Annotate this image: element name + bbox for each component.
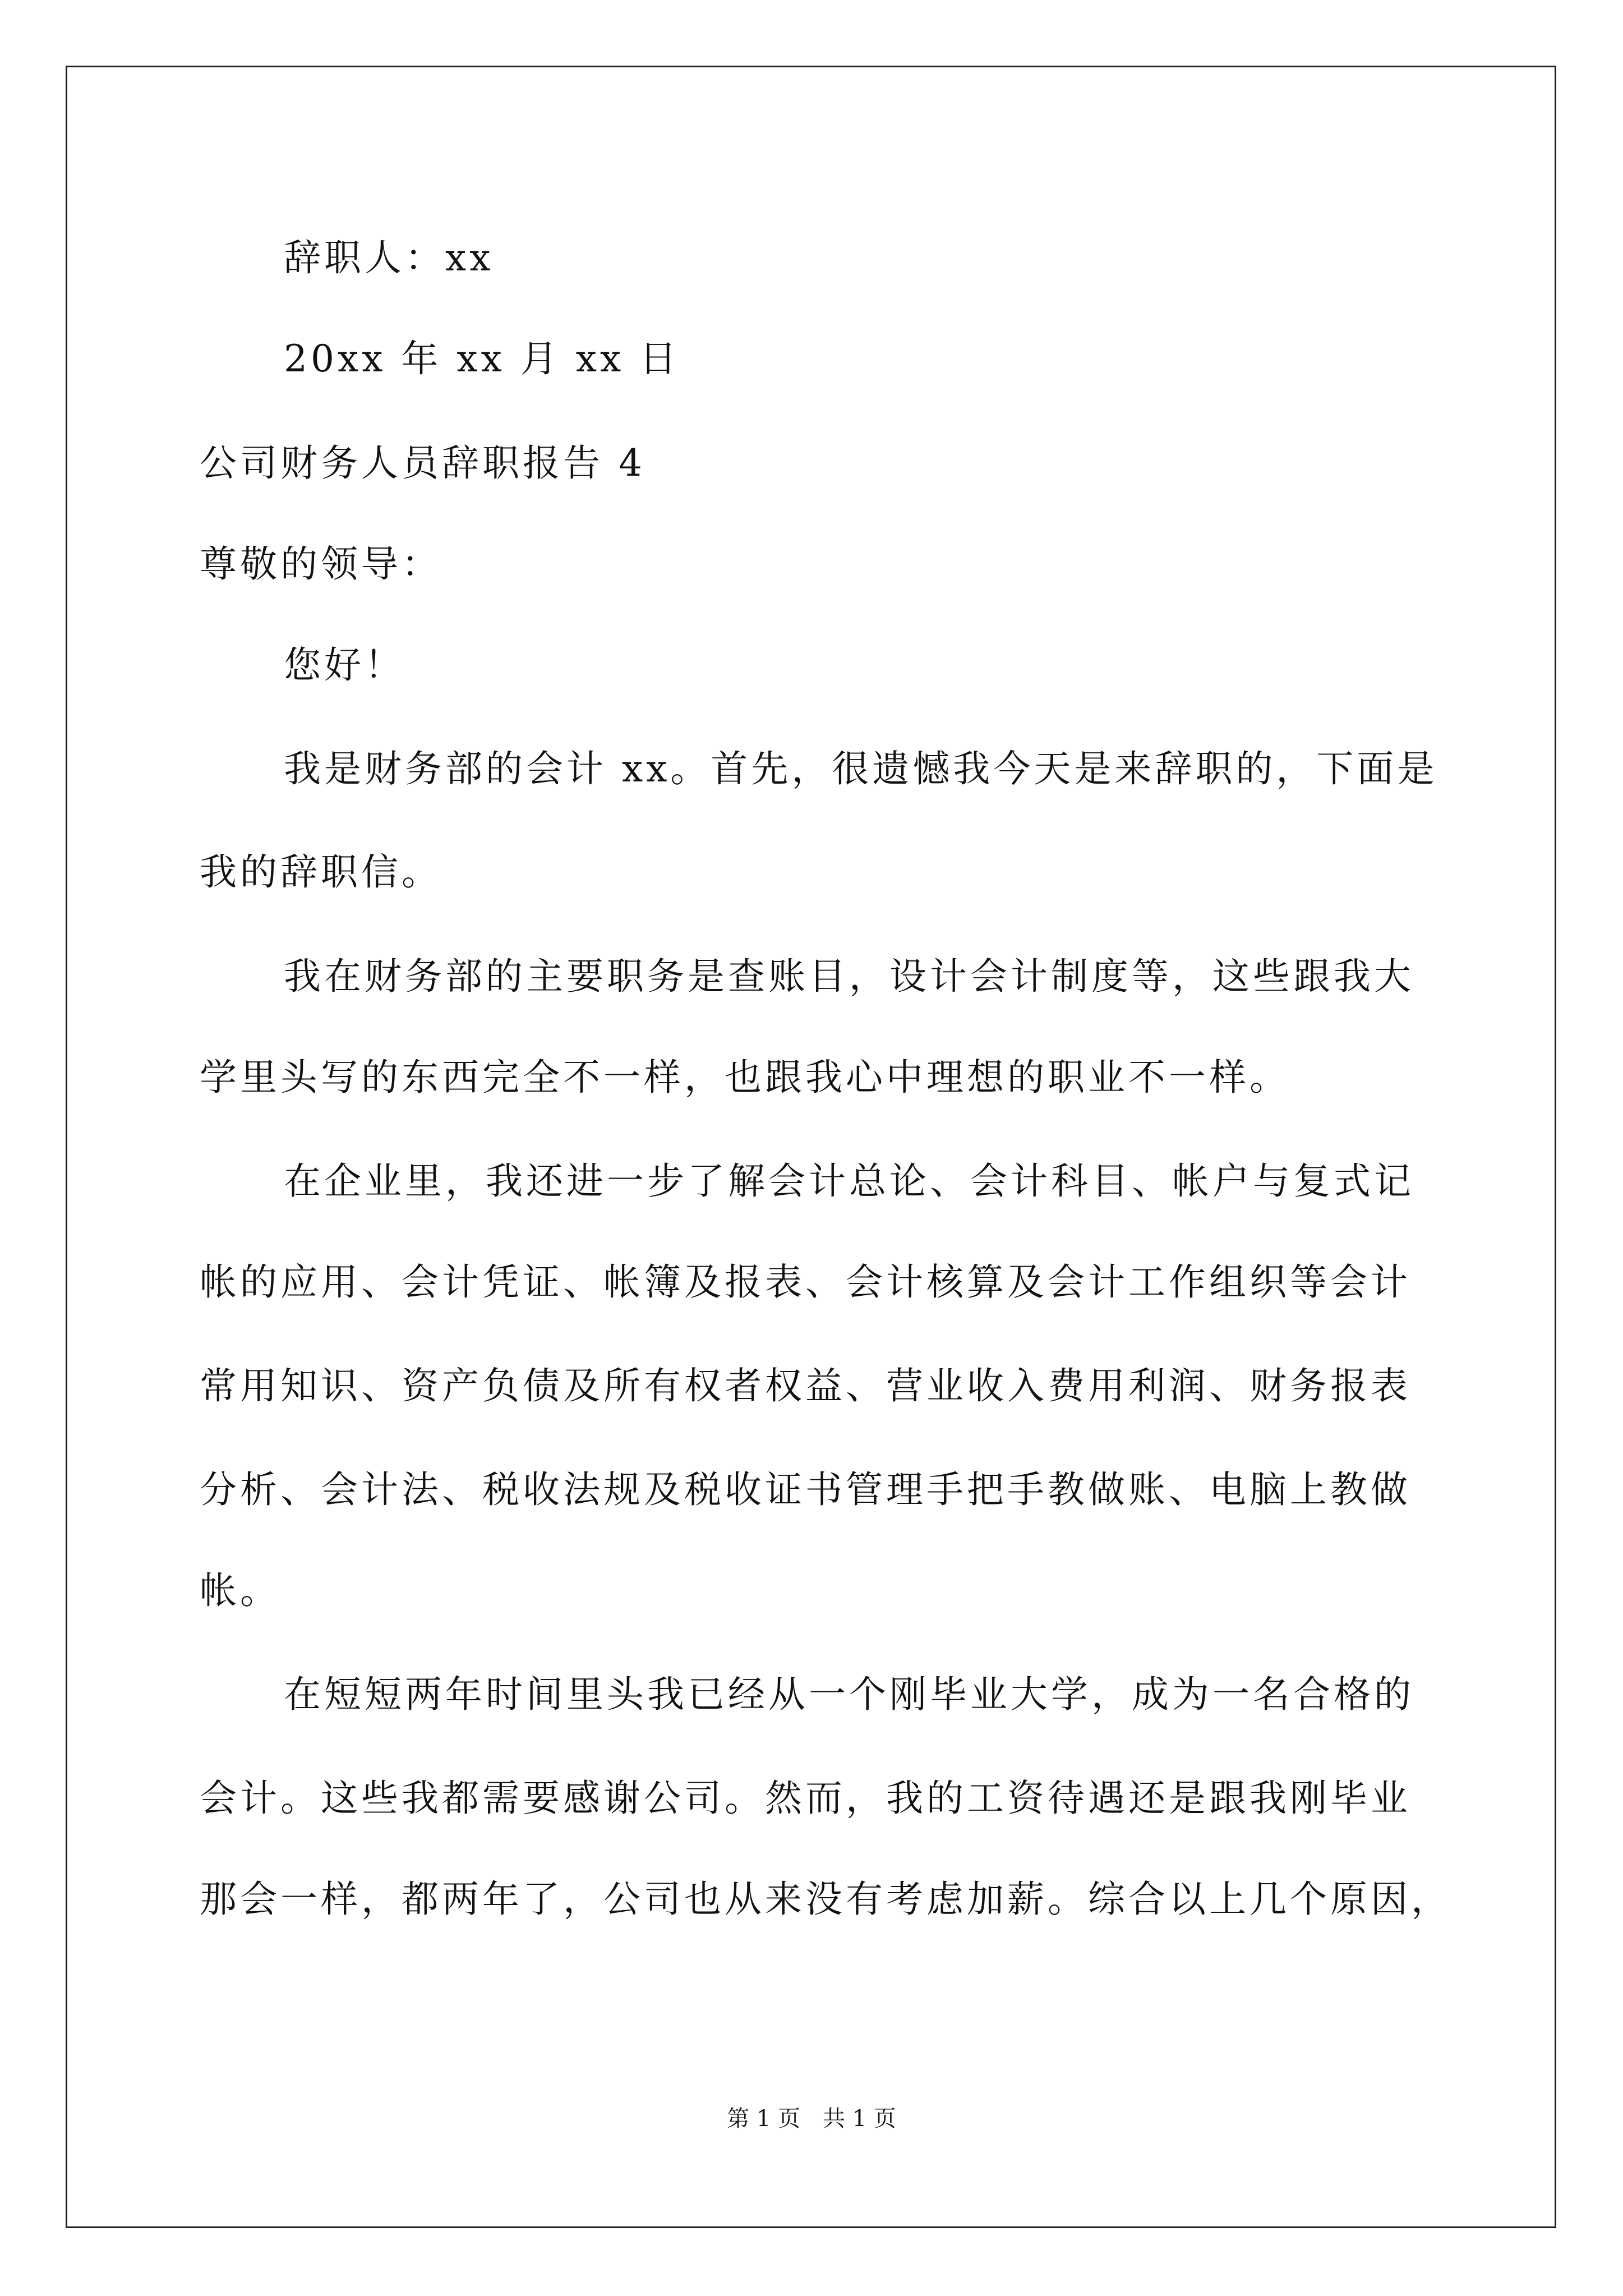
salutation: 尊敬的领导： [200, 542, 442, 586]
paragraph-line: 我在财务部的主要职务是查账目，设计会计制度等，这些跟我大 [284, 955, 1414, 998]
paragraph-line: 会计。这些我都需要感谢公司。然而，我的工资待遇还是跟我刚毕业 [200, 1777, 1411, 1820]
paragraph-line: 常用知识、资产负债及所有权者权益、营业收入费用利润、财务报表 [200, 1364, 1411, 1407]
paragraph-line: 那会一样，都两年了，公司也从来没有考虑加薪。综合以上几个原因， [200, 1878, 1451, 1921]
paragraph-line: 在企业里，我还进一步了解会计总论、会计科目、帐户与复式记 [284, 1159, 1414, 1203]
paragraph-line: 帐。 [200, 1569, 280, 1612]
date-line: 20xx 年 xx 月 xx 日 [284, 337, 680, 380]
greeting: 您好！ [284, 643, 405, 687]
page-number: 第 1 页 共 1 页 [727, 2106, 896, 2132]
document-title: 公司财务人员辞职报告 4 [200, 441, 645, 485]
paragraph-line: 帐的应用、会计凭证、帐簿及报表、会计核算及会计工作组织等会计 [200, 1260, 1411, 1304]
paragraph-line: 分析、会计法、税收法规及税收证书管理手把手教做账、电脑上教做 [200, 1468, 1411, 1511]
paragraph-line: 我的辞职信。 [200, 850, 442, 894]
paragraph-line: 在短短两年时间里头我已经从一个刚毕业大学，成为一名合格的 [284, 1673, 1414, 1716]
paragraph-line: 我是财务部的会计 xx。首先，很遗憾我今天是来辞职的，下面是 [284, 747, 1438, 790]
signature-line: 辞职人：xx [284, 236, 494, 279]
paragraph-line: 学里头写的东西完全不一样，也跟我心中理想的职业不一样。 [200, 1056, 1290, 1099]
